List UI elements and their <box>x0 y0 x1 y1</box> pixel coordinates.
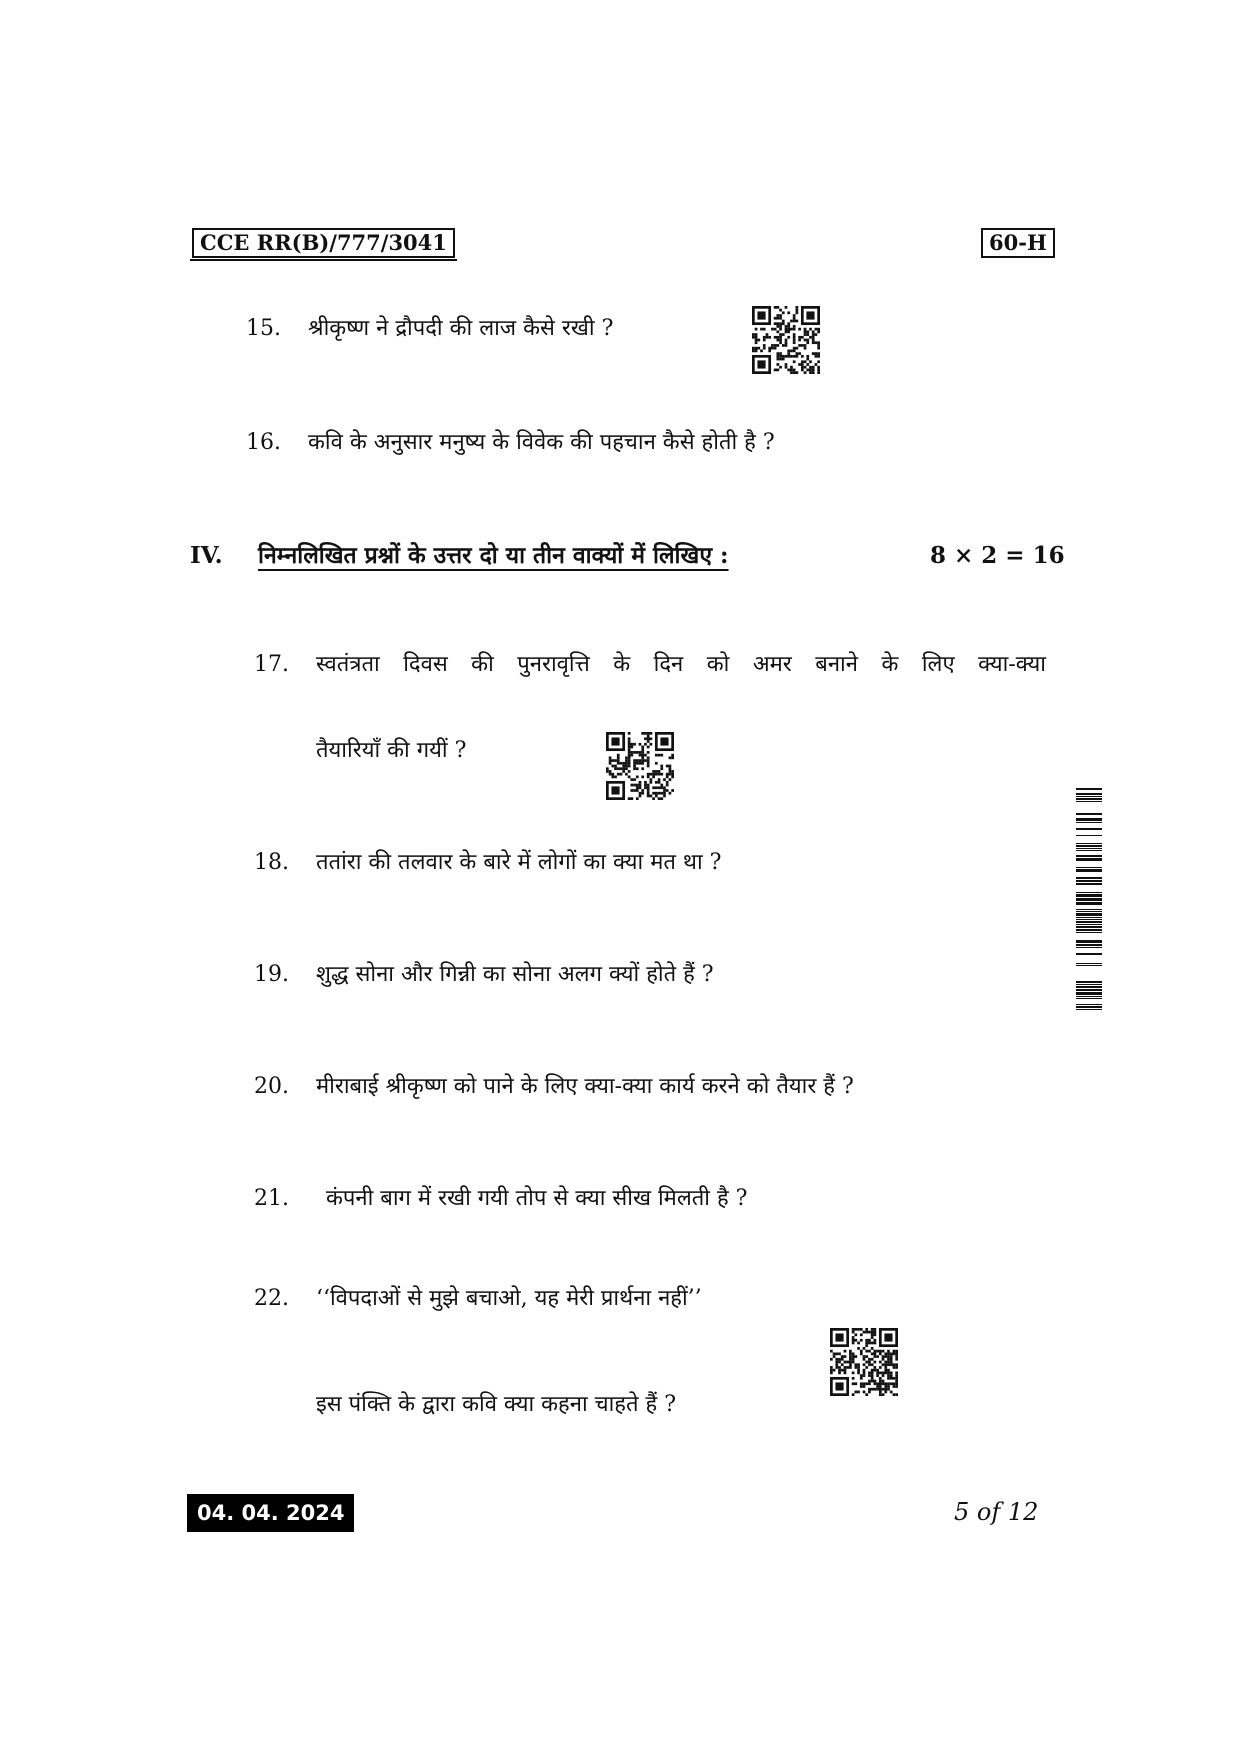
barcode-icon <box>1076 788 1102 1010</box>
qr-code-icon <box>830 1328 898 1396</box>
question-text-line1: स्वतंत्रता दिवस की पुनरावृत्ति के दिन को अमर बनाने के लिए क्या-क्या <box>316 652 1046 677</box>
section-marks: 8 × 2 = 16 <box>930 542 1065 569</box>
question-item <box>254 1072 854 1102</box>
question-number: 21. <box>254 1186 289 1211</box>
exam-code: CCE RR(B)/777/3041 <box>192 228 455 258</box>
question-item <box>254 848 721 878</box>
question-text-line2: तैयारियाँ की गयीं ? <box>316 738 467 763</box>
section-heading <box>190 540 729 572</box>
question-text: कवि के अनुसार मनुष्य के विवेक की पहचान कैसे होती है ? <box>308 430 775 455</box>
question-number: 19. <box>254 962 289 987</box>
question-item <box>246 314 613 344</box>
question-number: 17. <box>254 652 289 677</box>
question-number: 22. <box>254 1286 289 1311</box>
question-number: 16. <box>246 430 281 455</box>
paper-code: 60-H <box>981 228 1055 258</box>
question-text-line2: इस पंक्ति के द्वारा कवि क्या कहना चाहते हैं ? <box>316 1392 676 1417</box>
question-text: श्रीकृष्ण ने द्रौपदी की लाज कैसे रखी ? <box>308 316 614 341</box>
question-number: 20. <box>254 1074 289 1099</box>
section-instruction: निम्नलिखित प्रश्नों के उत्तर दो या तीन वाक्यों में लिखिए : <box>258 542 729 569</box>
question-text: शुद्ध सोना और गिन्नी का सोना अलग क्यों होते हैं ? <box>316 962 714 987</box>
question-number: 15. <box>246 316 281 341</box>
exam-date: 04. 04. 2024 <box>187 1494 354 1532</box>
question-text-line1: ‘‘विपदाओं से मुझे बचाओ, यह मेरी प्रार्थना नहीं’’ <box>316 1286 702 1311</box>
question-text: ततांरा की तलवार के बारे में लोगों का क्या मत था ? <box>316 850 722 875</box>
qr-code-icon <box>606 732 674 800</box>
section-number: IV. <box>190 542 223 569</box>
question-item <box>254 650 1054 680</box>
question-item <box>254 1184 747 1214</box>
question-text: मीराबाई श्रीकृष्ण को पाने के लिए क्या-क्या कार्य करने को तैयार हैं ? <box>316 1074 854 1099</box>
question-item <box>246 428 775 458</box>
page-number: 5 of 12 <box>954 1498 1039 1526</box>
question-number: 18. <box>254 850 289 875</box>
question-item <box>254 960 714 990</box>
question-item <box>254 1284 702 1314</box>
question-text: कंपनी बाग में रखी गयी तोप से क्या सीख मिलती है ? <box>326 1186 748 1211</box>
qr-code-icon <box>752 306 820 374</box>
